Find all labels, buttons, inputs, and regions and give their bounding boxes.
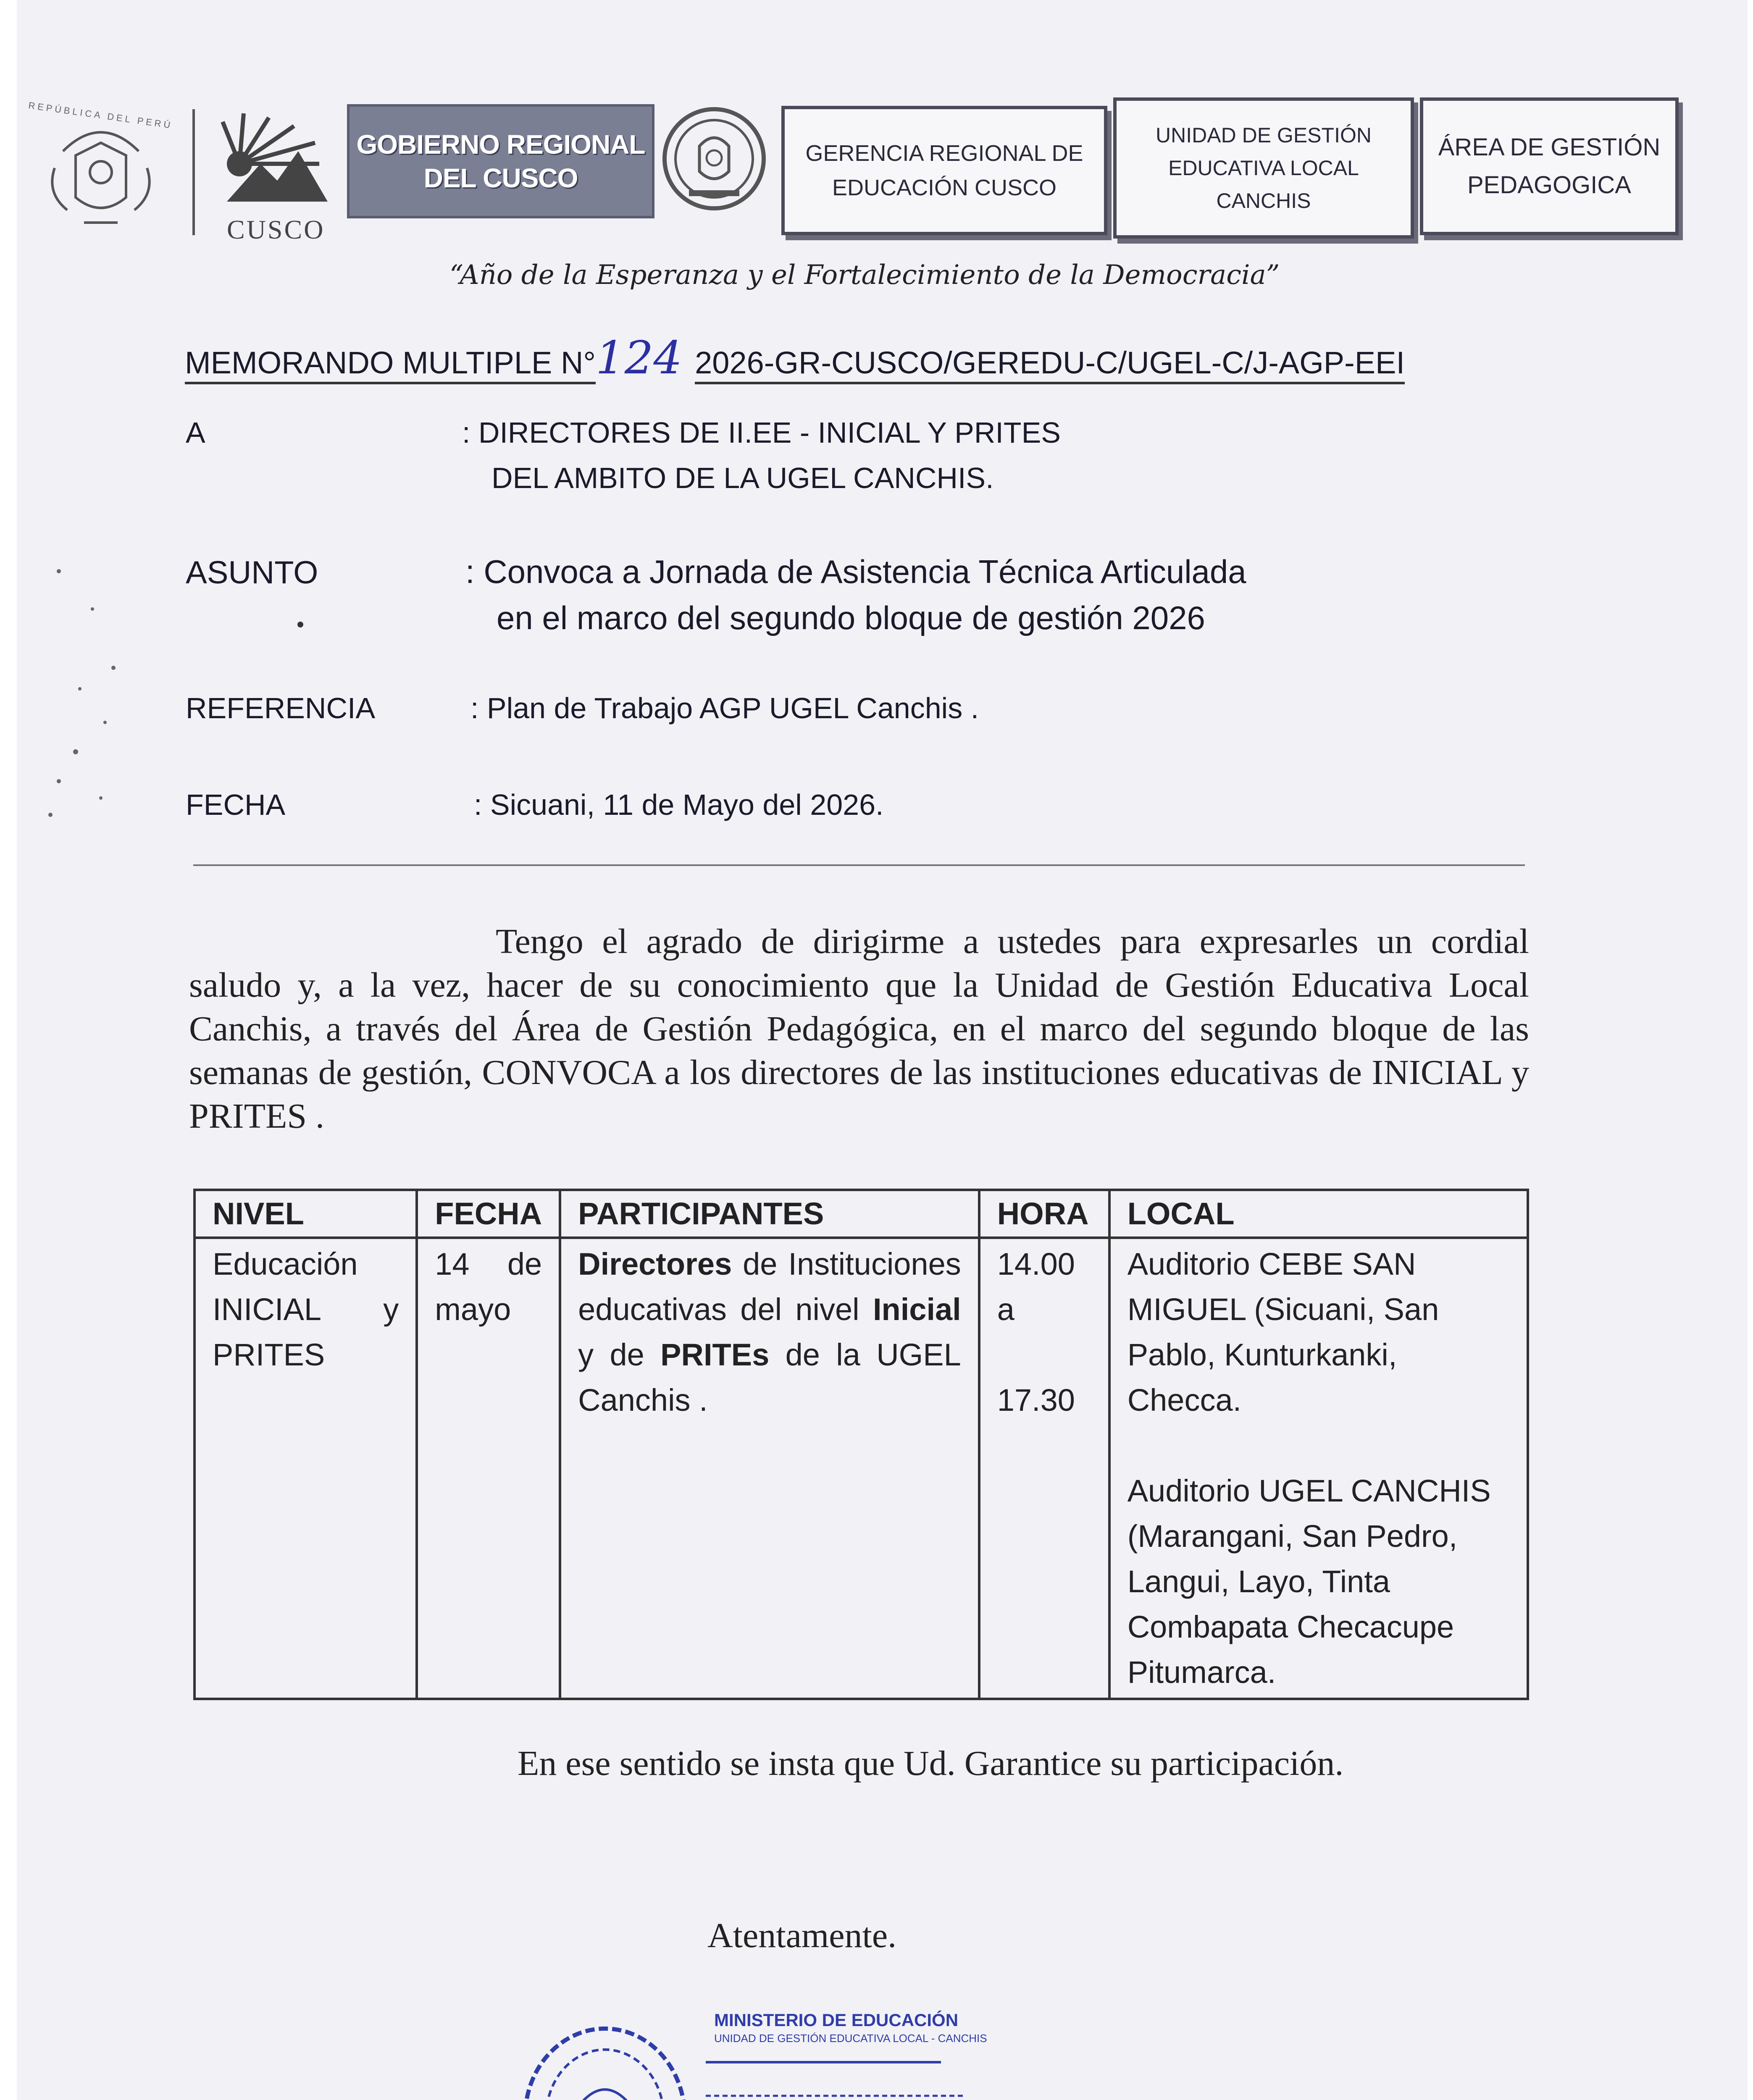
gobierno-regional-banner	[347, 104, 654, 218]
closing-sentence: En ese sentido se insta que Ud. Garantice su participación.	[518, 1744, 1344, 1783]
th-participantes: PARTICIPANTES	[560, 1190, 979, 1238]
header-box-agp	[1420, 97, 1679, 235]
stamp-line-2: UNIDAD DE GESTIÓN EDUCATIVA LOCAL - CANCHIS	[714, 2032, 987, 2045]
gerencia-line-1: GERENCIA REGIONAL DE	[805, 141, 1083, 166]
local-1: Auditorio CEBE SAN MIGUEL (Sicuani, San Pablo, Kunturkanki, Checca.	[1127, 1247, 1439, 1418]
th-fecha: FECHA	[417, 1190, 560, 1238]
participantes-text-1: de Instituciones educativas del nivel	[578, 1247, 961, 1327]
scanned-page	[17, 0, 1748, 2100]
field-a-value-1: : DIRECTORES DE II.EE - INICIAL Y PRITES	[462, 416, 1061, 449]
th-hora: HORA	[979, 1190, 1109, 1238]
participantes-text-2: y de	[578, 1337, 661, 1372]
field-asunto-label: ASUNTO	[186, 555, 318, 591]
cell-participantes	[560, 1238, 979, 1699]
asunto-dot	[297, 622, 303, 627]
cusco-caption: CUSCO	[227, 215, 325, 244]
cell-hora	[979, 1238, 1109, 1699]
memo-suffix: 2026-GR-CUSCO/GEREDU-C/UGEL-C/J-AGP-EEI	[695, 345, 1405, 384]
stamp-line-1: MINISTERIO DE EDUCACIÓN	[714, 2010, 959, 2030]
cell-nivel: Educación INICIAL y PRITES	[194, 1238, 417, 1699]
table-header-row	[194, 1190, 1528, 1238]
ugel-line-1: UNIDAD DE GESTIÓN	[1156, 123, 1372, 147]
body-paragraph	[189, 920, 1529, 1138]
memo-number: 124	[595, 332, 683, 384]
header-box-gerencia	[781, 106, 1107, 235]
table-row	[194, 1238, 1528, 1699]
participantes-text-3: de la UGEL Canchis .	[578, 1337, 961, 1418]
memo-title	[185, 332, 1405, 384]
participantes-prites: PRITEs	[660, 1337, 770, 1372]
agp-line-1: ÁREA DE GESTIÓN	[1438, 134, 1661, 161]
field-fecha-label: FECHA	[186, 788, 286, 821]
ugel-line-3: CANCHIS	[1216, 189, 1311, 213]
gerencia-round-seal	[660, 104, 769, 213]
th-local: LOCAL	[1109, 1190, 1528, 1238]
hora-start: 14.00	[997, 1247, 1075, 1281]
field-fecha-value: : Sicuani, 11 de Mayo del 2026.	[474, 788, 884, 821]
gerencia-line-2: EDUCACIÓN CUSCO	[832, 175, 1057, 200]
agp-line-2: PEDAGOGICA	[1467, 171, 1631, 199]
cusco-sun-logo	[214, 105, 336, 210]
header-separator	[193, 864, 1525, 866]
hora-end: 17.30	[997, 1383, 1075, 1418]
cell-local	[1109, 1238, 1528, 1699]
memo-prefix: MEMORANDO MULTIPLE N°	[185, 345, 596, 384]
year-motto: “Año de la Esperanza y el Fortalecimiento de la Democracia”	[449, 260, 1280, 291]
schedule-table	[193, 1189, 1529, 1700]
header-box-ugel	[1113, 97, 1414, 239]
field-a-label: A	[186, 416, 205, 449]
header-divider	[192, 109, 195, 235]
gobierno-line-2: DEL CUSCO	[423, 163, 578, 193]
peru-arc-text: REPÚBLICA DEL PERÚ	[28, 100, 173, 131]
participantes-directores: Directores	[578, 1247, 732, 1281]
closing-salutation: Atentamente.	[707, 1916, 897, 1955]
gobierno-line-1: GOBIERNO REGIONAL	[356, 129, 645, 160]
field-referencia-value: : Plan de Trabajo AGP UGEL Canchis .	[470, 692, 979, 724]
th-nivel: NIVEL	[194, 1190, 417, 1238]
participantes-inicial: Inicial	[873, 1292, 961, 1327]
field-asunto-value-2: en el marco del segundo bloque de gestión 2026	[497, 599, 1205, 636]
field-referencia-label: REFERENCIA	[186, 692, 376, 724]
cell-fecha: 14 de mayo	[417, 1238, 560, 1699]
body-text: Tengo el agrado de dirigirme a ustedes para expresarles un cordial saludo y, a la vez, hacer de su conocimiento que la Unidad de Gestión Educativa Local Canchis, a través del Área de Gestión Pedagógica, en el marco del segundo bloque de las semanas de gestión, CONVOCA a los directores de las instituciones educativas de INICIAL y PRITES .	[189, 922, 1529, 1136]
hora-sep: a	[997, 1292, 1014, 1327]
field-a-value-2: DEL AMBITO DE LA UGEL CANCHIS.	[491, 462, 994, 494]
field-asunto-value-1: : Convoca a Jornada de Asistencia Técnica Articulada	[465, 553, 1246, 590]
ugel-line-2: EDUCATIVA LOCAL	[1168, 156, 1359, 180]
scan-artifact	[42, 563, 139, 823]
local-2: Auditorio UGEL CANCHIS (Marangani, San Pedro, Langui, Layo, Tinta Combapata Checacupe Pitumarca.	[1127, 1473, 1491, 1690]
